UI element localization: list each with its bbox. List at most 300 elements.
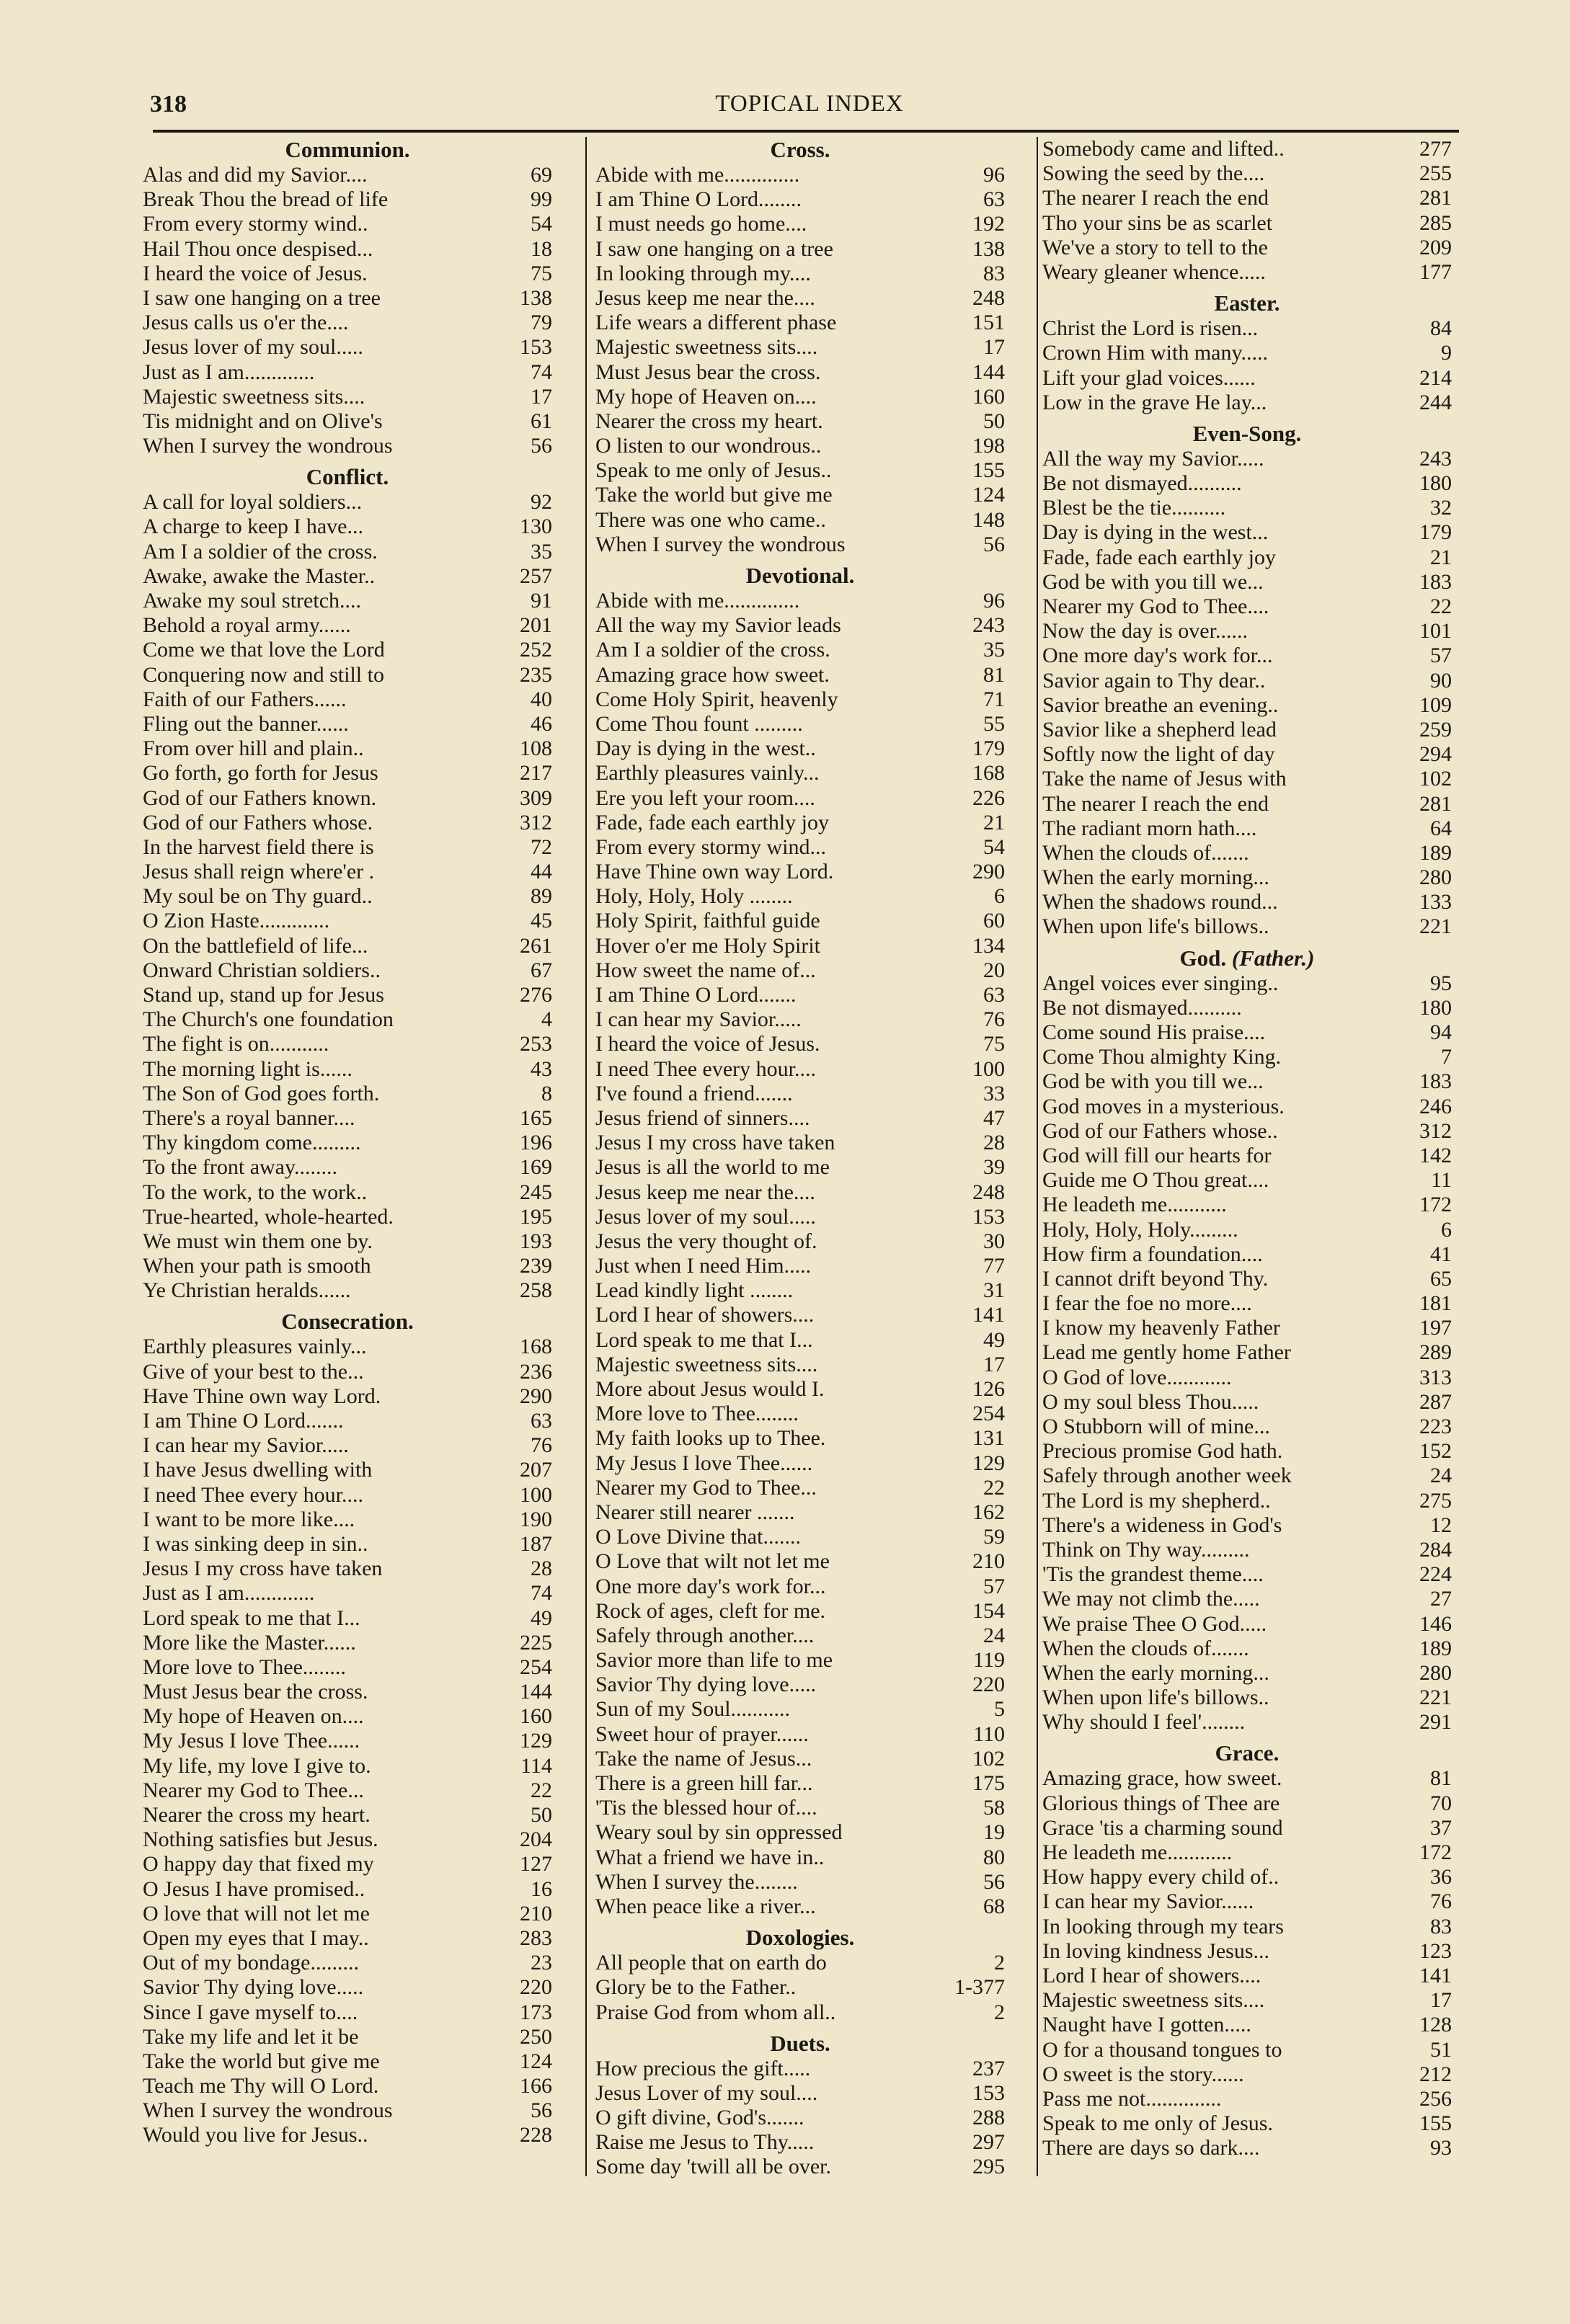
page-title: TOPICAL INDEX bbox=[715, 91, 904, 117]
hymn-number: 183 bbox=[1419, 1069, 1452, 1094]
index-entry bbox=[1042, 2013, 1452, 2037]
hymn-title: Give of your best to the... bbox=[143, 1359, 364, 1384]
index-entry bbox=[143, 311, 552, 335]
hymn-number: 21 bbox=[1430, 545, 1452, 569]
hymn-number: 2 bbox=[994, 1951, 1005, 1975]
index-entry bbox=[143, 1655, 552, 1680]
index-entry bbox=[595, 1975, 1005, 2000]
index-entry bbox=[1042, 1489, 1452, 1513]
hymn-number: 124 bbox=[520, 2049, 552, 2073]
index-entry bbox=[1042, 1686, 1452, 1710]
hymn-number: 76 bbox=[983, 1007, 1005, 1032]
hymn-title: Ye Christian heralds...... bbox=[143, 1278, 351, 1303]
hymn-number: 189 bbox=[1419, 840, 1452, 865]
index-entry bbox=[595, 360, 1005, 385]
section-heading-label: Grace. bbox=[1215, 1740, 1279, 1766]
index-entry bbox=[143, 1877, 552, 1902]
index-entry bbox=[595, 712, 1005, 736]
hymn-number: 169 bbox=[520, 1155, 552, 1180]
hymn-number: 108 bbox=[520, 736, 552, 761]
hymn-number: 57 bbox=[983, 1574, 1005, 1598]
hymn-title: He leadeth me............ bbox=[1042, 1840, 1233, 1864]
hymn-number: 81 bbox=[1430, 1766, 1452, 1791]
hymn-title: O Love that wilt not let me bbox=[595, 1549, 830, 1574]
hymn-title: Hover o'er me Holy Spirit bbox=[595, 933, 821, 958]
hymn-number: 258 bbox=[520, 1278, 552, 1303]
index-entry bbox=[595, 1771, 1005, 1796]
section-heading bbox=[595, 2031, 1005, 2057]
hymn-title: The radiant morn hath.... bbox=[1042, 816, 1257, 840]
index-entry bbox=[595, 335, 1005, 360]
section-heading bbox=[143, 464, 552, 490]
hymn-title: God be with you till we... bbox=[1042, 569, 1264, 594]
hymn-title: When I survey the........ bbox=[595, 1869, 798, 1894]
index-entry bbox=[595, 1155, 1005, 1180]
hymn-title: Thy kingdom come......... bbox=[143, 1131, 361, 1155]
hymn-title: Guide me O Thou great.... bbox=[1042, 1168, 1269, 1193]
index-entry bbox=[595, 1697, 1005, 1722]
hymn-number: 190 bbox=[520, 1507, 552, 1531]
hymn-number: 291 bbox=[1419, 1710, 1452, 1735]
index-entry bbox=[1042, 619, 1452, 644]
hymn-title: Savior Thy dying love..... bbox=[595, 1673, 817, 1697]
index-entry bbox=[1042, 1562, 1452, 1587]
hymn-number: 183 bbox=[1419, 569, 1452, 594]
section-heading bbox=[143, 1309, 552, 1335]
hymn-number: 24 bbox=[1430, 1464, 1452, 1488]
hymn-number: 154 bbox=[972, 1598, 1005, 1623]
hymn-number: 193 bbox=[520, 1229, 552, 1253]
hymn-title: The Son of God goes forth. bbox=[143, 1081, 380, 1105]
hymn-number: 22 bbox=[983, 1475, 1005, 1500]
hymn-number: 18 bbox=[531, 236, 552, 261]
hymn-title: God moves in a mysterious. bbox=[1042, 1094, 1285, 1118]
hymn-number: 166 bbox=[520, 2074, 552, 2098]
hymn-title: Go forth, go forth for Jesus bbox=[143, 761, 378, 785]
hymn-number: 210 bbox=[972, 1549, 1005, 1574]
index-entry bbox=[143, 1532, 552, 1557]
hymn-title: Come Holy Spirit, heavenly bbox=[595, 687, 838, 711]
hymn-title: God of our Fathers known. bbox=[143, 785, 377, 810]
index-entry bbox=[1042, 2111, 1452, 2136]
index-entry bbox=[595, 983, 1005, 1007]
index-entry bbox=[1042, 471, 1452, 496]
index-entry bbox=[595, 958, 1005, 983]
hymn-number: 255 bbox=[1419, 161, 1452, 186]
hymn-number: 1-377 bbox=[954, 1975, 1005, 2000]
index-entry bbox=[595, 1673, 1005, 1697]
hymn-number: 162 bbox=[972, 1500, 1005, 1524]
hymn-number: 83 bbox=[1430, 1914, 1452, 1938]
hymn-title: O my soul bless Thou..... bbox=[1042, 1389, 1259, 1414]
index-entry bbox=[143, 687, 552, 712]
hymn-number: 75 bbox=[531, 261, 552, 285]
hymn-number: 102 bbox=[1419, 767, 1452, 791]
hymn-number: 254 bbox=[520, 1655, 552, 1679]
section-heading bbox=[1042, 421, 1452, 447]
hymn-number: 254 bbox=[972, 1402, 1005, 1426]
index-entry bbox=[143, 1205, 552, 1229]
hymn-number: 289 bbox=[1419, 1340, 1452, 1365]
index-entry bbox=[595, 1057, 1005, 1082]
index-entry bbox=[595, 1205, 1005, 1229]
index-entry bbox=[143, 1951, 552, 1975]
hymn-number: 99 bbox=[531, 187, 552, 212]
hymn-number: 134 bbox=[972, 933, 1005, 958]
index-entry bbox=[143, 1360, 552, 1384]
hymn-title: Jesus I my cross have taken bbox=[595, 1131, 835, 1155]
hymn-title: Come Thou almighty King. bbox=[1042, 1045, 1282, 1069]
index-entry bbox=[595, 736, 1005, 761]
hymn-number: 68 bbox=[983, 1894, 1005, 1918]
hymn-title: Day is dying in the west.. bbox=[595, 736, 816, 761]
index-entry bbox=[143, 1384, 552, 1409]
hymn-title: Speak to me only of Jesus.. bbox=[595, 458, 832, 483]
hymn-title: When the early morning... bbox=[1042, 1660, 1269, 1685]
hymn-number: 196 bbox=[520, 1131, 552, 1155]
index-entry bbox=[1042, 1538, 1452, 1562]
index-entry bbox=[1042, 914, 1452, 939]
hymn-title: O Love Divine that....... bbox=[595, 1525, 801, 1549]
hymn-number: 96 bbox=[983, 163, 1005, 187]
hymn-title: Earthly pleasures vainly... bbox=[595, 761, 820, 785]
index-entry bbox=[143, 613, 552, 638]
hymn-title: Weary soul by sin oppressed bbox=[595, 1820, 843, 1845]
hymn-number: 165 bbox=[520, 1105, 552, 1130]
hymn-number: 110 bbox=[973, 1722, 1005, 1746]
index-entry bbox=[595, 1451, 1005, 1476]
hymn-number: 9 bbox=[1441, 341, 1452, 365]
hymn-title: Pass me not.............. bbox=[1042, 2086, 1222, 2111]
hymn-number: 129 bbox=[972, 1451, 1005, 1475]
hymn-title: A call for loyal soldiers... bbox=[143, 490, 363, 515]
index-entry bbox=[143, 2098, 552, 2123]
index-entry bbox=[143, 958, 552, 983]
hymn-number: 155 bbox=[1419, 2111, 1452, 2136]
hymn-title: Jesus shall reign where'er . bbox=[143, 860, 375, 884]
hymn-number: 237 bbox=[972, 2056, 1005, 2080]
hymn-title: Take the world but give me bbox=[595, 483, 833, 507]
index-entry bbox=[143, 1778, 552, 1803]
hymn-number: 74 bbox=[531, 360, 552, 384]
hymn-number: 119 bbox=[973, 1648, 1005, 1673]
hymn-number: 77 bbox=[983, 1254, 1005, 1278]
hymn-title: Precious promise God hath. bbox=[1042, 1439, 1283, 1464]
hymn-number: 160 bbox=[972, 384, 1005, 409]
section-heading-subtitle: (Father.) bbox=[1231, 945, 1315, 971]
hymn-number: 37 bbox=[1430, 1815, 1452, 1840]
hymn-number: 81 bbox=[983, 662, 1005, 687]
hymn-title: There was one who came.. bbox=[595, 507, 826, 532]
hymn-title: Fade, fade each earthly joy bbox=[595, 810, 830, 834]
hymn-title: Jesus Lover of my soul.... bbox=[595, 2080, 818, 2105]
index-entry bbox=[1042, 2062, 1452, 2087]
section-heading-label: God. bbox=[1179, 945, 1227, 971]
hymn-title: Speak to me only of Jesus. bbox=[1042, 2111, 1273, 2136]
hymn-title: I was sinking deep in sin.. bbox=[143, 1531, 368, 1556]
index-entry bbox=[143, 2123, 552, 2147]
index-entry bbox=[595, 1303, 1005, 1327]
index-entry bbox=[143, 2074, 552, 2098]
hymn-title: O sweet is the story...... bbox=[1042, 2062, 1244, 2086]
hymn-number: 5 bbox=[994, 1697, 1005, 1722]
hymn-number: 275 bbox=[1419, 1488, 1452, 1513]
hymn-number: 127 bbox=[520, 1852, 552, 1876]
hymn-title: My hope of Heaven on.... bbox=[595, 384, 817, 409]
index-entry bbox=[1042, 546, 1452, 570]
hymn-title: Holy Spirit, faithful guide bbox=[595, 909, 820, 933]
index-entry bbox=[1042, 1964, 1452, 1988]
hymn-number: 91 bbox=[531, 589, 552, 613]
hymn-number: 209 bbox=[1419, 235, 1452, 259]
hymn-title: Come Thou fount ......... bbox=[595, 711, 803, 736]
hymn-title: I must needs go home.... bbox=[595, 212, 807, 236]
hymn-title: Lead me gently home Father bbox=[1042, 1340, 1291, 1365]
hymn-title: All the way my Savior leads bbox=[595, 613, 841, 638]
section-heading-label: Easter. bbox=[1214, 290, 1280, 316]
hymn-title: Jesus the very thought of. bbox=[595, 1229, 817, 1253]
hymn-number: 245 bbox=[520, 1180, 552, 1204]
hymn-number: 39 bbox=[983, 1155, 1005, 1180]
hymn-title: O for a thousand tongues to bbox=[1042, 2037, 1282, 2062]
hymn-number: 179 bbox=[1419, 520, 1452, 545]
hymn-number: 72 bbox=[531, 834, 552, 859]
hymn-number: 21 bbox=[983, 810, 1005, 834]
hymn-title: Holy, Holy, Holy......... bbox=[1042, 1217, 1238, 1242]
hymn-number: 65 bbox=[1430, 1266, 1452, 1291]
hymn-number: 313 bbox=[1419, 1365, 1452, 1389]
hymn-title: More love to Thee........ bbox=[595, 1402, 799, 1426]
hymn-number: 17 bbox=[531, 384, 552, 409]
hymn-title: Earthly pleasures vainly... bbox=[143, 1335, 367, 1359]
hymn-title: Nearer my God to Thee.... bbox=[1042, 595, 1269, 618]
hymn-title: I saw one hanging on a tree bbox=[595, 236, 833, 261]
index-entry bbox=[1042, 186, 1452, 210]
index-entry bbox=[595, 434, 1005, 458]
hymn-number: 50 bbox=[983, 409, 1005, 433]
hymn-number: 180 bbox=[1419, 471, 1452, 496]
index-entry bbox=[595, 638, 1005, 662]
hymn-number: 142 bbox=[1419, 1143, 1452, 1167]
hymn-number: 90 bbox=[1430, 668, 1452, 693]
hymn-title: Nearer the cross my heart. bbox=[143, 1803, 371, 1827]
index-entry bbox=[143, 409, 552, 434]
hymn-title: God of our Fathers whose. bbox=[143, 810, 373, 834]
hymn-number: 151 bbox=[972, 311, 1005, 335]
index-entry bbox=[595, 1278, 1005, 1303]
hymn-number: 128 bbox=[1419, 2013, 1452, 2037]
index-entry bbox=[1042, 236, 1452, 260]
hymn-title: I can hear my Savior...... bbox=[1042, 1889, 1254, 1914]
hymn-title: O happy day that fixed my bbox=[143, 1852, 374, 1876]
hymn-number: 312 bbox=[1419, 1118, 1452, 1143]
hymn-number: 126 bbox=[972, 1377, 1005, 1401]
index-entry bbox=[595, 786, 1005, 811]
hymn-title: When your path is smooth bbox=[143, 1254, 371, 1278]
index-entry bbox=[595, 187, 1005, 212]
index-entry bbox=[595, 508, 1005, 533]
index-entry bbox=[595, 1951, 1005, 1975]
index-entry bbox=[1042, 1366, 1452, 1390]
index-entry bbox=[1042, 2136, 1452, 2160]
index-entry bbox=[595, 1549, 1005, 1574]
hymn-number: 226 bbox=[972, 785, 1005, 810]
index-entry bbox=[1042, 644, 1452, 668]
index-entry bbox=[1042, 1316, 1452, 1340]
hymn-title: Take my life and let it be bbox=[143, 2024, 359, 2049]
hymn-number: 56 bbox=[983, 532, 1005, 556]
index-entry bbox=[595, 385, 1005, 409]
hymn-title: When upon life's billows.. bbox=[1042, 1686, 1269, 1710]
hymn-title: Must Jesus bear the cross. bbox=[595, 360, 821, 384]
hymn-number: 64 bbox=[1430, 816, 1452, 840]
hymn-title: Have Thine own way Lord. bbox=[143, 1384, 381, 1408]
index-entry bbox=[595, 1820, 1005, 1845]
index-entry bbox=[595, 262, 1005, 286]
hymn-number: 61 bbox=[531, 409, 552, 433]
index-entry bbox=[1042, 1710, 1452, 1735]
hymn-title: When the shadows round... bbox=[1042, 890, 1278, 914]
index-entry bbox=[143, 564, 552, 589]
index-entry bbox=[1042, 1119, 1452, 1144]
hymn-title: Savior more than life to me bbox=[595, 1648, 833, 1673]
hymn-number: 46 bbox=[531, 711, 552, 736]
index-entry bbox=[1042, 1020, 1452, 1045]
hymn-title: True-hearted, whole-hearted. bbox=[143, 1204, 394, 1229]
hymn-number: 28 bbox=[983, 1131, 1005, 1155]
hymn-number: 253 bbox=[520, 1032, 552, 1056]
hymn-title: Be not dismayed.......... bbox=[1042, 995, 1242, 1020]
index-entry bbox=[1042, 1291, 1452, 1316]
index-entry bbox=[143, 1581, 552, 1606]
hymn-title: Raise me Jesus to Thy..... bbox=[595, 2130, 815, 2155]
index-entry bbox=[595, 1402, 1005, 1426]
index-entry bbox=[143, 1704, 552, 1729]
hymn-title: I know my heavenly Father bbox=[1042, 1316, 1280, 1340]
hymn-number: 309 bbox=[520, 785, 552, 810]
hymn-title: The nearer I reach the end bbox=[1042, 186, 1269, 210]
hymn-title: I need Thee every hour.... bbox=[143, 1482, 363, 1507]
hymn-number: 74 bbox=[531, 1581, 552, 1606]
hymn-title: O Zion Haste............. bbox=[143, 909, 330, 933]
hymn-number: 70 bbox=[1430, 1791, 1452, 1815]
index-entry bbox=[595, 860, 1005, 884]
index-entry bbox=[595, 237, 1005, 262]
hymn-number: 148 bbox=[972, 507, 1005, 532]
hymn-number: 160 bbox=[520, 1704, 552, 1729]
hymn-number: 57 bbox=[1430, 644, 1452, 668]
hymn-title: When I survey the wondrous bbox=[143, 2098, 393, 2123]
index-entry bbox=[1042, 767, 1452, 791]
hymn-number: 58 bbox=[983, 1796, 1005, 1820]
index-entry bbox=[595, 2000, 1005, 2025]
hymn-title: Majestic sweetness sits.... bbox=[595, 335, 818, 360]
hymn-number: 95 bbox=[1430, 971, 1452, 995]
hymn-title: In the harvest field there is bbox=[143, 834, 374, 859]
hymn-title: I heard the voice of Jesus. bbox=[143, 261, 368, 285]
index-entry bbox=[1042, 1816, 1452, 1840]
hymn-number: 49 bbox=[983, 1327, 1005, 1352]
index-entry bbox=[595, 761, 1005, 785]
hymn-title: How firm a foundation.... bbox=[1042, 1242, 1263, 1266]
section-heading bbox=[595, 563, 1005, 589]
hymn-title: Jesus friend of sinners.... bbox=[595, 1105, 810, 1130]
hymn-number: 153 bbox=[972, 2080, 1005, 2105]
index-entry bbox=[595, 687, 1005, 712]
hymn-number: 33 bbox=[983, 1081, 1005, 1105]
index-entry bbox=[143, 1131, 552, 1155]
index-entry bbox=[1042, 447, 1452, 471]
hymn-title: Safely through another week bbox=[1042, 1464, 1292, 1488]
index-entry bbox=[595, 163, 1005, 187]
column-divider bbox=[1037, 137, 1038, 2176]
hymn-number: 69 bbox=[531, 163, 552, 187]
index-entry bbox=[595, 212, 1005, 236]
hymn-title: Sun of my Soul........... bbox=[595, 1697, 791, 1722]
index-entry bbox=[143, 761, 552, 785]
hymn-number: 44 bbox=[531, 860, 552, 884]
index-entry bbox=[143, 163, 552, 187]
index-entry bbox=[143, 1458, 552, 1482]
page-number: 318 bbox=[150, 91, 187, 117]
hymn-number: 187 bbox=[520, 1531, 552, 1556]
index-entry bbox=[1042, 693, 1452, 718]
index-entry bbox=[1042, 1865, 1452, 1889]
index-entry bbox=[595, 1870, 1005, 1895]
hymn-number: 217 bbox=[520, 761, 552, 785]
hymn-title: Why should I feel'........ bbox=[1042, 1710, 1246, 1735]
index-entry bbox=[1042, 1144, 1452, 1168]
hymn-title: To the work, to the work.. bbox=[143, 1180, 368, 1204]
hymn-title: There's a royal banner.... bbox=[143, 1105, 355, 1130]
hymn-title: How sweet the name of... bbox=[595, 958, 816, 982]
hymn-title: Nearer my God to Thee... bbox=[143, 1778, 364, 1802]
index-entry bbox=[595, 1180, 1005, 1205]
hymn-number: 256 bbox=[1419, 2086, 1452, 2111]
hymn-title: I can hear my Savior..... bbox=[595, 1007, 802, 1032]
index-entry bbox=[595, 2106, 1005, 2130]
index-entry bbox=[143, 1057, 552, 1082]
index-entry bbox=[143, 1106, 552, 1131]
index-entry bbox=[1042, 520, 1452, 545]
hymn-title: To the front away........ bbox=[143, 1155, 338, 1180]
hymn-title: Weary gleaner whence..... bbox=[1042, 259, 1266, 284]
index-entry bbox=[1042, 742, 1452, 767]
hymn-title: I want to be more like.... bbox=[143, 1507, 355, 1531]
hymn-number: 17 bbox=[983, 335, 1005, 360]
section-heading-label: Cross. bbox=[770, 137, 830, 162]
hymn-number: 94 bbox=[1430, 1020, 1452, 1044]
index-entry bbox=[143, 1827, 552, 1852]
header-rule bbox=[153, 130, 1459, 133]
hymn-number: 100 bbox=[972, 1056, 1005, 1081]
hymn-title: Sweet hour of prayer...... bbox=[595, 1722, 809, 1746]
hymn-number: 49 bbox=[531, 1606, 552, 1630]
hymn-number: 2 bbox=[994, 2000, 1005, 2024]
hymn-title: I am Thine O Lord........ bbox=[595, 187, 802, 212]
hymn-number: 93 bbox=[1430, 2136, 1452, 2160]
hymn-title: More like the Master...... bbox=[143, 1630, 356, 1655]
hymn-title: Just as I am............. bbox=[143, 360, 315, 384]
index-entry bbox=[595, 2081, 1005, 2106]
hymn-title: A charge to keep I have... bbox=[143, 515, 363, 539]
hymn-title: I heard the voice of Jesus. bbox=[595, 1032, 820, 1056]
hymn-number: 109 bbox=[1419, 693, 1452, 717]
hymn-number: 41 bbox=[1430, 1242, 1452, 1266]
index-entry bbox=[143, 1926, 552, 1951]
section-heading bbox=[595, 1925, 1005, 1951]
hymn-number: 35 bbox=[531, 539, 552, 564]
